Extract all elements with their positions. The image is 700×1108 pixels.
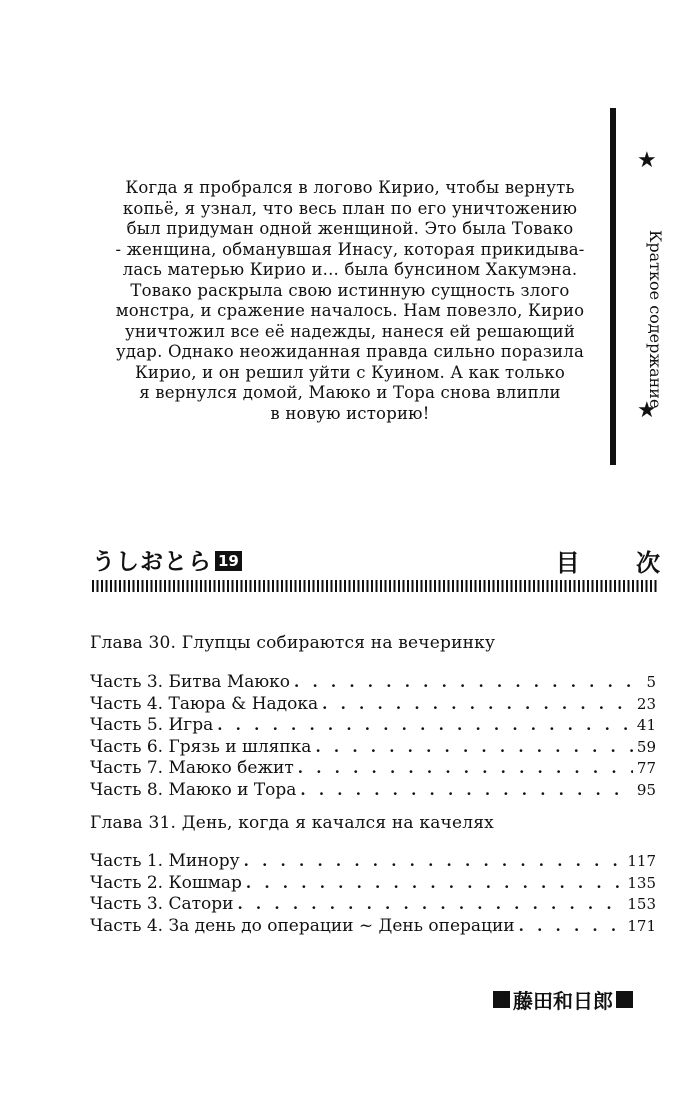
chapter-30-parts	[90, 672, 656, 801]
toc-part-title: Часть 3. Сатори	[90, 894, 234, 914]
square-icon	[493, 991, 510, 1008]
summary-divider-bar	[610, 108, 616, 465]
summary-line: был придуман одной женщиной. Это была Товако	[126, 219, 574, 238]
author-credit	[490, 985, 636, 1014]
toc-page-number: 23	[636, 694, 656, 713]
toc-row	[90, 916, 656, 938]
chapter-31-parts	[90, 851, 656, 937]
toc-part-title: Часть 5. Игра	[90, 715, 214, 735]
toc-page-number: 95	[636, 780, 656, 799]
toc-page-number: 41	[636, 716, 656, 734]
toc-row	[90, 851, 656, 873]
summary-line: я вернулся домой, Маюко и Тора снова влипли	[139, 383, 561, 402]
toc-page-number: 153	[627, 895, 656, 913]
summary-line: монстра, и сражение началось. Нам повезло, Кирио	[115, 301, 585, 320]
toc-part-title: Часть 3. Битва Маюко	[90, 672, 291, 692]
chapter-30-title: Глава 30. Глупцы собираются на вечеринку	[90, 633, 496, 653]
toc-page-number: 135	[627, 873, 656, 892]
toc-part-title: Часть 8. Маюко и Тора	[90, 779, 297, 800]
toc-leader	[300, 781, 632, 799]
summary-label: Краткое содержание	[646, 230, 665, 409]
summary-line: уничтожил все её надежды, нанеся ей решающий	[124, 321, 576, 341]
summary-line: Когда я пробрался в логово Кирио, чтобы вернуть	[125, 178, 575, 197]
toc-leader	[237, 895, 623, 913]
toc-leader	[519, 917, 624, 935]
toc-row	[90, 737, 656, 759]
toc-page-number: 117	[627, 852, 656, 870]
toc-leader	[322, 695, 633, 713]
toc-part-title: Часть 2. Кошмар	[90, 872, 242, 893]
chapter-31-title: Глава 31. День, когда я качался на качелях	[90, 813, 494, 833]
contents-heading: 目 次	[555, 549, 660, 577]
toc-part-title: Часть 1. Минору	[90, 851, 240, 871]
toc-page-number: 5	[646, 673, 656, 691]
star-icon-top: ★	[637, 148, 657, 173]
square-icon	[616, 991, 633, 1008]
toc-part-title: Часть 6. Грязь и шляпка	[90, 736, 312, 757]
summary-line: - женщина, обманувшая Инасу, которая прикидыва-	[115, 239, 585, 259]
toc-page-number: 77	[636, 759, 656, 777]
toc-row	[90, 780, 656, 802]
toc-page-number: 59	[636, 737, 656, 756]
author-name: 藤田和日郎	[513, 989, 613, 1013]
toc-leader	[244, 852, 624, 870]
toc-leader	[315, 738, 632, 756]
summary-line: копьё, я узнал, что весь план по его уничтожению	[122, 198, 578, 218]
toc-row	[90, 694, 656, 716]
toc-row	[90, 758, 656, 780]
star-icon-bottom: ★	[637, 398, 657, 423]
toc-row	[90, 672, 656, 694]
summary-line: лась матерью Кирио и... была бунсином Хакумэна.	[122, 260, 578, 279]
toc-leader	[246, 874, 623, 892]
summary-line: в новую историю!	[270, 403, 430, 423]
header-stripe	[92, 580, 658, 592]
toc-row	[90, 873, 656, 895]
series-title-text: うしおとら	[92, 549, 212, 575]
toc-part-title: Часть 7. Маюко бежит	[90, 758, 294, 778]
summary-text	[100, 178, 600, 424]
toc-page-number: 171	[627, 916, 656, 935]
toc-part-title: Часть 4. Таюра & Надока	[90, 693, 319, 714]
summary-line: удар. Однако неожиданная правда сильно поразила	[116, 342, 584, 361]
toc-leader	[294, 673, 642, 691]
toc-leader	[298, 759, 633, 777]
series-title	[92, 543, 242, 576]
toc-part-title: Часть 4. За день до операции ~ День операции	[90, 915, 515, 936]
volume-badge: 19	[215, 551, 242, 571]
toc-leader	[217, 716, 633, 734]
summary-line: Кирио, и он решил уйти с Куином. А как только	[134, 362, 566, 382]
toc-row	[90, 715, 656, 737]
toc-row	[90, 894, 656, 916]
summary-line: Товако раскрыла свою истинную сущность злого	[130, 280, 570, 300]
